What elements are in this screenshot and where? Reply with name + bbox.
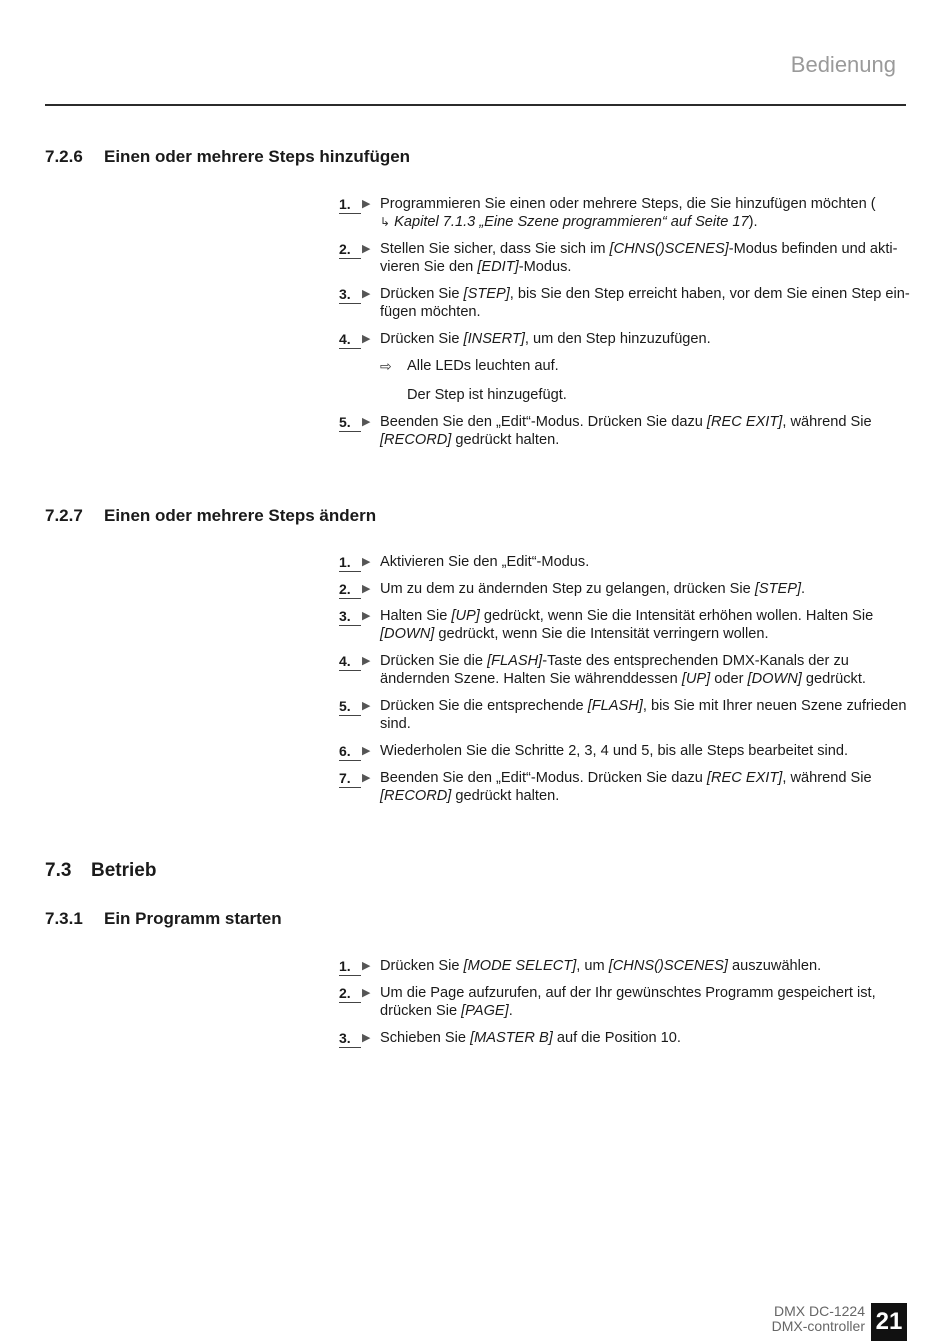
list-item: 1. ▶ Aktivieren Sie den „Edit“-Modus. (339, 554, 590, 570)
step-arrow-icon: ▶ (362, 1032, 371, 1044)
step-number: 6. (339, 743, 369, 761)
step-arrow-icon: ▶ (362, 198, 371, 210)
step-list-7-2-6 (339, 196, 911, 459)
step-number: 2. (339, 581, 369, 599)
step-number: 5. (339, 698, 369, 716)
list-item: 4. ▶ Drücken Sie [INSERT], um den Step hinzuzufügen. (339, 331, 711, 347)
step-number: 3. (339, 286, 369, 304)
result-arrow-icon: ⇨ (380, 358, 392, 374)
step-number: 7. (339, 770, 369, 788)
list-item: 1. ▶ Programmieren Sie einen oder mehrere Steps, die Sie hinzufügen möchten ( ↳ Kapitel 7.1.3 „Eine Szene programmieren“ auf Seite 17). (339, 196, 876, 230)
step-list-7-2-7 (339, 554, 911, 815)
section-number: 7.3 (45, 860, 72, 881)
step-number: 1. (339, 958, 369, 976)
list-item: 3. ▶ Schieben Sie [MASTER B] auf die Position 10. (339, 1030, 681, 1046)
list-item: 6. ▶ Wiederholen Sie die Schritte 2, 3, 4 und 5, bis alle Steps bearbeitet sind. (339, 743, 849, 759)
cross-reference-icon: ↳ (380, 214, 391, 229)
section-heading-7-3-1 (45, 909, 282, 929)
section-heading-7-2-6 (45, 147, 410, 167)
step-arrow-icon: ▶ (362, 333, 371, 345)
step-number: 4. (339, 653, 369, 671)
section-title: Betrieb (91, 860, 157, 881)
list-item: 5. ▶ Drücken Sie die entsprechende [FLASH], bis Sie mit Ihrer neuen Szene zufrieden sind. (339, 698, 907, 732)
step-number: 5. (339, 414, 369, 432)
step-number: 4. (339, 331, 369, 349)
step-arrow-icon: ▶ (362, 243, 371, 255)
section-title: Ein Programm starten (104, 909, 282, 928)
step-number: 2. (339, 985, 369, 1003)
header-rule (45, 104, 906, 106)
section-number: 7.2.7 (45, 506, 83, 525)
step-arrow-icon: ▶ (362, 583, 371, 595)
list-item: 4. ▶ Drücken Sie die [FLASH]-Taste des entsprechenden DMX-Kanals der zu ändernden Szene. Halten Sie währenddessen [UP] oder [DOWN] gedrückt. (339, 653, 866, 687)
step-result: ⇨ Alle LEDs leuchten auf. (380, 358, 559, 374)
section-heading-7-2-7 (45, 506, 376, 526)
step-arrow-icon: ▶ (362, 655, 371, 667)
step-arrow-icon: ▶ (362, 745, 371, 757)
list-item: 2. ▶ Stellen Sie sicher, dass Sie sich im [CHNS()SCENES]-Modus befinden und akti-vieren Sie den [EDIT]-Modus. (339, 241, 898, 275)
list-item: 2. ▶ Um zu dem zu ändernden Step zu gelangen, drücken Sie [STEP]. (339, 581, 806, 597)
step-number: 3. (339, 608, 369, 626)
footer-model (772, 1304, 865, 1334)
step-arrow-icon: ▶ (362, 960, 371, 972)
step-number: 3. (339, 1030, 369, 1048)
section-title: Einen oder mehrere Steps hinzufügen (104, 147, 411, 166)
list-item: 2. ▶ Um die Page aufzurufen, auf der Ihr gewünschtes Programm gespeichert ist, drücken Sie [PAGE]. (339, 985, 876, 1019)
list-item: 3. ▶ Halten Sie [UP] gedrückt, wenn Sie die Intensität erhöhen wollen. Halten Sie [DOWN] gedrückt, wenn Sie die Intensität verringern wollen. (339, 608, 874, 642)
page-number: 21 (871, 1303, 907, 1341)
footer-model-name: DMX DC-1224 (773, 1303, 865, 1319)
step-arrow-icon: ▶ (362, 700, 371, 712)
footer-model-subtitle: DMX-controller (771, 1318, 865, 1334)
list-item: 7. ▶ Beenden Sie den „Edit“-Modus. Drücken Sie dazu [REC EXIT], während Sie [RECORD] gedrückt halten. (339, 770, 872, 804)
step-arrow-icon: ▶ (362, 772, 371, 784)
step-arrow-icon: ▶ (362, 556, 371, 568)
section-heading-7-3 (45, 860, 156, 882)
list-item: 5. ▶ Beenden Sie den „Edit“-Modus. Drücken Sie dazu [REC EXIT], während Sie [RECORD] gedrückt halten. (339, 414, 872, 448)
step-arrow-icon: ▶ (362, 987, 371, 999)
section-title: Einen oder mehrere Steps ändern (104, 506, 377, 525)
section-number: 7.3.1 (45, 909, 83, 928)
cross-reference-link[interactable]: Kapitel 7.1.3 „Eine Szene programmieren“ auf Seite 17 (394, 213, 749, 230)
step-number: 2. (339, 241, 369, 259)
step-arrow-icon: ▶ (362, 288, 371, 300)
step-arrow-icon: ▶ (362, 416, 371, 428)
step-number: 1. (339, 196, 369, 214)
section-number: 7.2.6 (45, 147, 83, 166)
step-result-note: Der Step ist hinzugefügt. (407, 387, 567, 403)
list-item: 1. ▶ Drücken Sie [MODE SELECT], um [CHNS()SCENES] auszuwählen. (339, 958, 822, 974)
step-number: 1. (339, 554, 369, 572)
list-item: 3. ▶ Drücken Sie [STEP], bis Sie den Step erreicht haben, vor dem Sie einen Step ein-fügen möchten. (339, 286, 910, 320)
step-arrow-icon: ▶ (362, 610, 371, 622)
step-list-7-3-1 (339, 958, 911, 1057)
page-header-title: Bedienung (790, 52, 896, 77)
